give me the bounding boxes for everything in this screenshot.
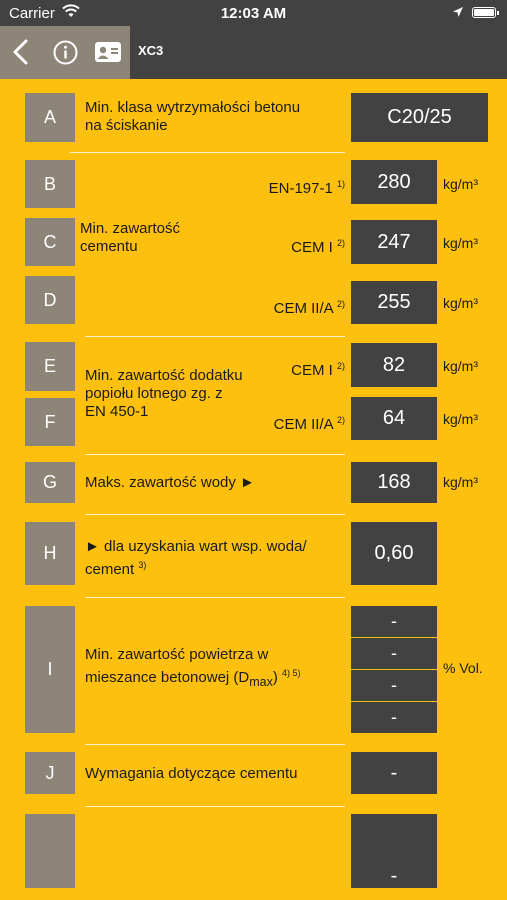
row-b-unit: kg/m³ <box>443 176 478 192</box>
cement-line2: cementu <box>80 238 138 255</box>
row-e-type <box>200 357 345 380</box>
divider <box>70 152 345 153</box>
info-circle-icon[interactable] <box>53 40 78 70</box>
row-d-type <box>200 295 345 318</box>
contact-card-icon[interactable] <box>95 42 121 67</box>
divider <box>85 744 345 745</box>
row-j-value[interactable]: - <box>351 752 437 794</box>
row-i-text <box>85 646 301 691</box>
divider <box>85 514 345 515</box>
divider <box>85 806 345 807</box>
location-arrow-icon <box>452 5 464 22</box>
row-g-text: Maks. zawartość wody ► <box>85 474 255 491</box>
row-b-label: B <box>25 160 75 208</box>
battery-icon <box>472 7 496 18</box>
row-c-footnote: 2) <box>336 238 345 248</box>
ash-line1: Min. zawartość dodatku <box>85 367 243 384</box>
row-i-footnote: 4) 5) <box>282 668 301 678</box>
row-i-value-3[interactable]: - <box>351 670 437 701</box>
page-title: XC3 <box>138 43 164 58</box>
row-f-type <box>200 411 345 434</box>
row-f-type-text: CEM II/A <box>273 416 333 433</box>
status-time: 12:03 AM <box>220 5 287 22</box>
row-i-label: I <box>25 606 75 733</box>
status-bar <box>0 0 507 26</box>
row-d-value[interactable]: 255 <box>351 281 437 324</box>
nav-button-group <box>0 26 130 79</box>
row-i-line1: Min. zawartość powietrza w <box>85 646 269 663</box>
row-k-value[interactable]: - <box>351 814 437 888</box>
cement-line1: Min. zawartość <box>80 220 181 237</box>
row-a-line1: Min. klasa wytrzymałości betonu <box>85 99 301 116</box>
row-h-value[interactable]: 0,60 <box>351 522 437 585</box>
row-d-type-text: CEM II/A <box>273 300 333 317</box>
row-i-close: ) <box>272 669 278 686</box>
row-b-type <box>200 175 345 198</box>
row-h-label: H <box>25 522 75 585</box>
row-b-value[interactable]: 280 <box>351 160 437 204</box>
row-h-line2: cement <box>85 561 135 578</box>
row-i-sub: max <box>249 675 273 689</box>
row-f-footnote: 2) <box>336 415 345 425</box>
nav-bar <box>0 26 507 79</box>
row-f-label: F <box>25 398 75 446</box>
row-f-unit: kg/m³ <box>443 411 478 427</box>
row-h-footnote: 3) <box>138 560 147 570</box>
row-c-label: C <box>25 218 75 266</box>
row-f-value[interactable]: 64 <box>351 397 437 440</box>
row-h-text <box>85 538 307 579</box>
row-e-unit: kg/m³ <box>443 358 478 374</box>
row-e-value[interactable]: 82 <box>351 343 437 387</box>
row-h-line1: ► dla uzyskania wart wsp. woda/ <box>85 538 307 555</box>
row-c-type <box>200 234 345 257</box>
row-i-line2: mieszance betonowej (D <box>85 669 250 686</box>
ash-line2: popiołu lotnego zg. z <box>85 385 223 402</box>
row-d-label: D <box>25 276 75 324</box>
row-g-label: G <box>25 462 75 503</box>
row-d-unit: kg/m³ <box>443 295 478 311</box>
row-g-unit: kg/m³ <box>443 474 478 490</box>
row-i-value-2[interactable]: - <box>351 638 437 669</box>
row-j-label: J <box>25 752 75 794</box>
row-a-label: A <box>25 93 75 142</box>
row-a-value[interactable]: C20/25 <box>351 93 488 142</box>
row-b-type-text: EN-197-1 <box>268 180 333 197</box>
row-d-footnote: 2) <box>336 299 345 309</box>
row-c-unit: kg/m³ <box>443 235 478 251</box>
row-e-type-text: CEM I <box>291 362 333 379</box>
row-a-line2: na ściskanie <box>85 117 168 134</box>
row-j-text: Wymagania dotyczące cementu <box>85 765 298 782</box>
row-g-value[interactable]: 168 <box>351 462 437 503</box>
divider <box>85 336 345 337</box>
divider <box>85 454 345 455</box>
cement-group-text <box>80 220 180 256</box>
row-i-value-4[interactable]: - <box>351 702 437 733</box>
row-a-text <box>85 99 300 135</box>
row-e-label: E <box>25 342 75 391</box>
row-c-type-text: CEM I <box>291 239 333 256</box>
row-e-footnote: 2) <box>336 361 345 371</box>
ash-line3: EN 450-1 <box>85 403 149 420</box>
row-i-value-1[interactable]: - <box>351 606 437 637</box>
row-i-unit: % Vol. <box>443 660 483 676</box>
row-k-label <box>25 814 75 888</box>
carrier-label: Carrier <box>9 5 55 22</box>
row-b-footnote: 1) <box>336 179 345 189</box>
row-c-value[interactable]: 247 <box>351 220 437 264</box>
divider <box>85 597 345 598</box>
chevron-left-icon[interactable] <box>12 39 30 70</box>
